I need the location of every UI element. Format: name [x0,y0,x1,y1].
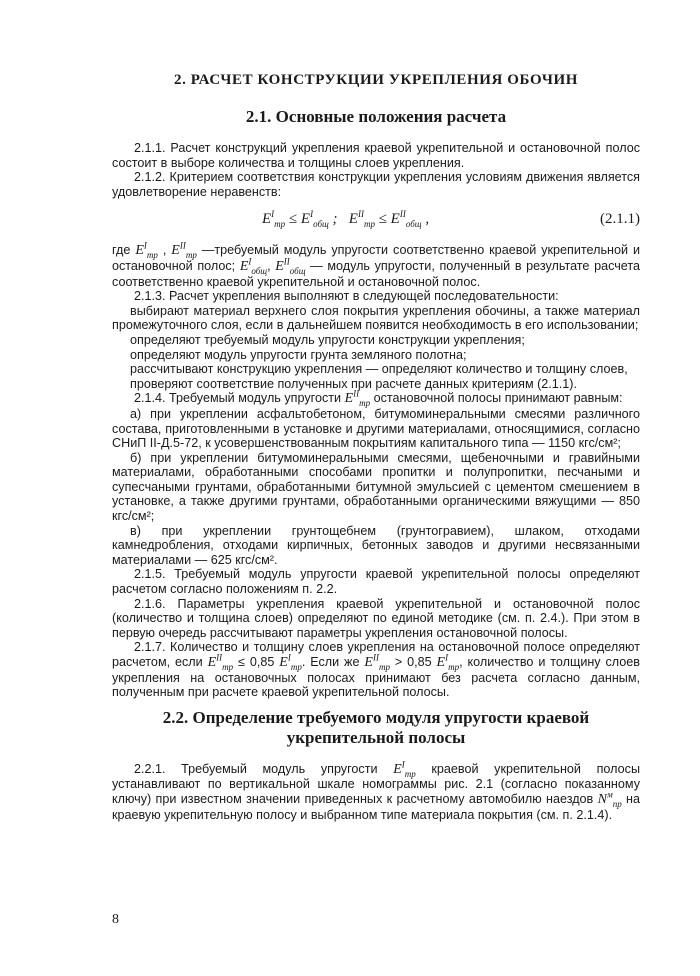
paragraph-2-1-4: 2.1.4. Требуемый модуль упругости $E^{II}_{тр}$ остановочной полосы принимают равным: [134,388,623,409]
paragraph-2-1-5: 2.1.5. Требуемый модуль упругости краевой укрепительной полосы определяют расчетом согласно положениям п. 2.2. [112,567,640,597]
paragraph-step-4: рассчитывают конструкцию укрепления — определяют количество и толщину слоев, [130,362,628,377]
formula-2-1-1 [112,207,640,237]
paragraph-item-v: в) при укреплении грунтощебнем (грунтогравием), шлаком, отходами камнедробления, отходами кирпичных, бетонных заводов и другими несвязанными материалами — 625 кгс/см². [112,523,640,567]
paragraph-2-1-2: 2.1.2. Критерием соответствия конструкции укрепления условиям движения является удовлетворение неравенств: [112,170,640,199]
paragraph-step-2: определяют требуемый модуль упругости конструкции укрепления; [130,332,525,347]
page-number: 8 [112,912,119,927]
subsection-title-2-2-line2: укрепительной полосы [286,727,466,747]
subsection-title-2-2 [112,708,640,748]
section-title: 2. РАСЧЕТ КОНСТРУКЦИИ УКРЕПЛЕНИЯ ОБОЧИН [174,72,578,88]
formula-expression: $E^I_{тр} \le E^I_{общ}$ ; $E^{II}_{тр} \le E^{II}_{общ}$ , [262,209,430,230]
formula-number: (2.1.1) [600,211,640,228]
document-page [112,72,640,822]
paragraph-item-a: а) при укреплении асфальтобетоном, битумоминеральными смесями различного состава, приготовленными в установке и другими материалами, относящимися, согласно СНиП II-Д.5-72, к усовершенствованным покрытиям капитального типа — 1150 кгс/см²; [112,406,640,451]
paragraph-2-1-7: 2.1.7. Количество и толщину слоев укрепления на остановочной полосе определяют расчетом, если $E^{II}_{тр} \le 0,85$ $E^I_{тр}$. Если же $E^{II}_{тр} > 0,85$ $E^I_{тр}$, количество и толщину слоев укрепления на остановочных полосах принимают без расчета согласно данным, полученным при расчете краевой укрепительной полосы. [112,640,640,700]
paragraph-step-1: выбирают материал верхнего слоя покрытия укрепления обочины, а также материал промежуточного слоя, если в дальнейшем появится необходимость в его использовании; [112,303,640,333]
paragraph-item-b: б) при укреплении битумоминеральными смесями, щебеночными и гравийными материалами, обработанными способами пропитки и полупропитки, песчаными и супесчаными грунтами, обработанными битумной эмульсией с цементом смешением в установке, а также другими грунтами, обработанными органическими вяжущими — 850 кгс/см²; [112,450,640,524]
paragraph-step-5: проверяют соответствие полученных при расчете данных критериям (2.1.1). [130,376,578,391]
subsection-title-2-2-line1: 2.2. Определение требуемого модуля упругости краевой [162,707,590,727]
subsection-title-2-1: 2.1. Основные положения расчета [245,107,507,126]
paragraph-step-3: определяют модуль упругости грунта земляного полотна; [130,347,467,362]
paragraph-2-1-3: 2.1.3. Расчет укрепления выполняют в следующей последовательности: [134,289,559,304]
paragraph-2-1-6: 2.1.6. Параметры укрепления краевой укрепительной и остановочной полос (количество и толщина слоев) определяют по единой методике (см. п. 2.4.). При этом в первую очередь рассчитывают параметры укрепления остановочной полосы. [112,596,640,640]
paragraph-2-1-1: 2.1.1. Расчет конструкций укрепления краевой укрепительной и остановочной полос состоит в выборе количества и толщины слоев укрепления. [112,141,640,170]
paragraph-2-2-1: 2.2.1. Требуемый модуль упругости $E^I_{тр}$ краевой укрепительной полосы устанавливают по вертикальной шкале номограммы рис. 2.1 (согласно показанному ключу) при известном значении приведенных к расчетному автомобилю наездов $N^м_{пр}$ на краевую укрепительную полосу и выбранном типе материала покрытия (см. п. 2.1.4). [112,759,640,822]
paragraph-where: где $E^I_{тр}$ , $E^{II}_{тр}$ —требуемый модуль упругости соответственно краевой укрепительной и остановочной полос; $E^I_{общ}$, $E^{II}_{общ}$ — модуль упругости, полученный в результате расчета соответственно краевой укрепительной и остановочной полос. [112,240,641,289]
